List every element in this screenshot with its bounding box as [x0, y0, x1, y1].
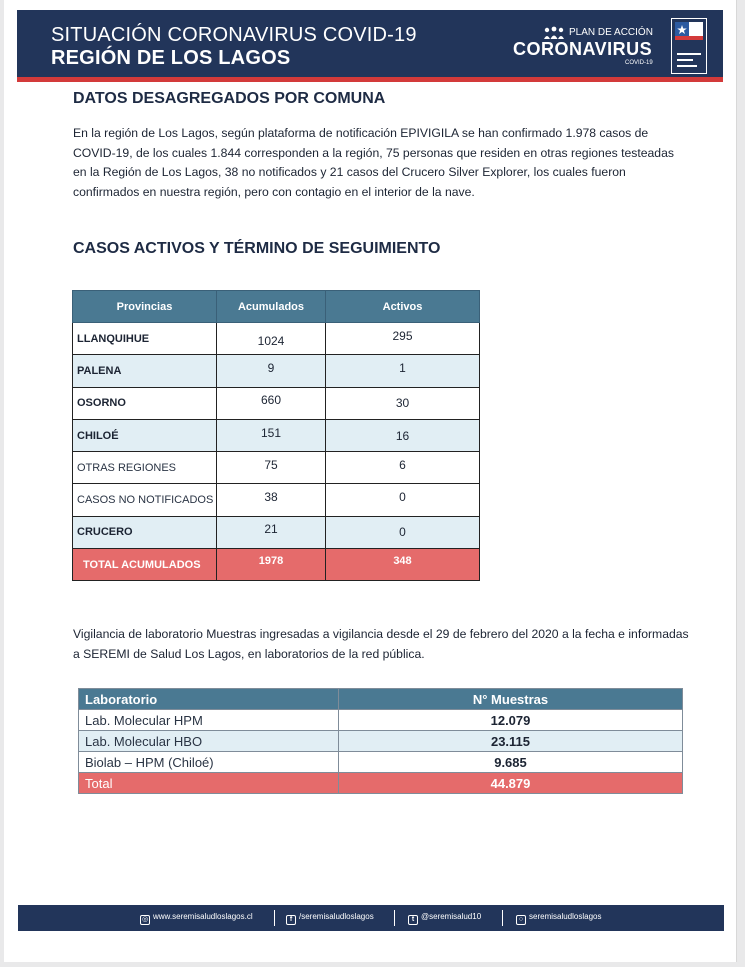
facebook-link[interactable]: /seremisaludloslagos: [299, 912, 374, 921]
activos-cell: 0: [326, 516, 480, 548]
footer-divider: [274, 910, 275, 926]
table-row: [73, 323, 480, 355]
header-subtitle: REGIÓN DE LOS LAGOS: [51, 47, 291, 69]
activos-cell: 1: [326, 355, 480, 387]
table-total-row: [73, 549, 480, 581]
header-banner: [17, 10, 723, 82]
globe-icon: ◎: [141, 916, 149, 923]
total-label-cell: TOTAL ACUMULADOS: [73, 549, 217, 581]
footer-instagram[interactable]: [516, 912, 601, 925]
table-total-row: [79, 773, 683, 794]
acumulados-cell: 9: [217, 355, 326, 387]
laboratorio-cell: Biolab – HPM (Chiloé): [79, 752, 339, 773]
table-header-row: [79, 689, 683, 710]
column-header-activos: Activos: [326, 291, 480, 323]
acumulados-cell: 21: [217, 516, 326, 548]
acumulados-cell: 660: [217, 387, 326, 419]
covid-label: COVID-19: [625, 60, 653, 66]
activos-cell: 6: [326, 452, 480, 484]
footer-twitter[interactable]: [408, 912, 481, 925]
section-heading-activos: CASOS ACTIVOS Y TÉRMINO DE SEGUIMIENTO: [73, 240, 441, 257]
acumulados-cell: 151: [217, 419, 326, 451]
acumulados-cell: 1024: [217, 323, 326, 355]
plan-accion-logo: [507, 24, 659, 70]
section-heading-comuna: DATOS DESAGREGADOS POR COMUNA: [73, 90, 386, 107]
muestras-cell: 12.079: [339, 710, 683, 731]
coronavirus-label: CORONAVIRUS: [513, 39, 653, 59]
total-label-cell: Total: [79, 773, 339, 794]
column-header-muestras: N° Muestras: [339, 689, 683, 710]
facebook-icon: f: [286, 915, 296, 925]
provincia-cell: CASOS NO NOTIFICADOS: [73, 484, 217, 516]
column-header-laboratorio: Laboratorio: [79, 689, 339, 710]
footer-bar: [18, 905, 724, 931]
header-red-stripe: [17, 77, 723, 82]
table-row: [73, 355, 480, 387]
provincia-cell: CHILOÉ: [73, 419, 217, 451]
acumulados-cell: 75: [217, 452, 326, 484]
twitter-link[interactable]: @seremisalud10: [421, 912, 482, 921]
table-row: [79, 731, 683, 752]
activos-cell: 0: [326, 484, 480, 516]
website-link[interactable]: www.seremisaludloslagos.cl: [153, 912, 253, 921]
provincia-cell: OTRAS REGIONES: [73, 452, 217, 484]
muestras-cell: 9.685: [339, 752, 683, 773]
seremi-logo: [671, 18, 707, 74]
instagram-link[interactable]: seremisaludloslagos: [529, 912, 602, 921]
crowd-icon: [543, 26, 565, 40]
laboratorio-cell: Lab. Molecular HPM: [79, 710, 339, 731]
muestras-cell: 23.115: [339, 731, 683, 752]
plan-accion-label: PLAN DE ACCIÓN: [569, 27, 653, 38]
table-row: [73, 484, 480, 516]
laboratorios-table: [78, 688, 683, 794]
activos-cell: 295: [326, 323, 480, 355]
provincia-cell: CRUCERO: [73, 516, 217, 548]
provincia-cell: PALENA: [73, 355, 217, 387]
laboratorio-cell: Lab. Molecular HBO: [79, 731, 339, 752]
table-row: [73, 516, 480, 548]
footer-divider: [502, 910, 503, 926]
table-header-row: [73, 291, 480, 323]
total-muestras-cell: 44.879: [339, 773, 683, 794]
header-title: SITUACIÓN CORONAVIRUS COVID-19: [51, 24, 417, 46]
footer-website[interactable]: [140, 912, 253, 925]
column-header-acumulados: Acumulados: [217, 291, 326, 323]
footer-facebook[interactable]: [286, 912, 374, 925]
table-row: [73, 452, 480, 484]
total-activos-cell: 348: [326, 549, 480, 581]
activos-cell: 30: [326, 387, 480, 419]
activos-cell: 16: [326, 419, 480, 451]
government-seal-icon: [675, 22, 703, 46]
table-row: [79, 752, 683, 773]
provincias-table: [72, 290, 480, 581]
table-row: [73, 419, 480, 451]
provincia-cell: OSORNO: [73, 387, 217, 419]
instagram-icon: ○: [516, 915, 526, 925]
provincia-cell: LLANQUIHUE: [73, 323, 217, 355]
intro-paragraph: En la región de Los Lagos, según plataforma de notificación EPIVIGILA se han confirmado 1.978 casos de COVID-19, de los cuales 1.844 corresponden a la región, 75 personas que residen en otras regiones testeadas en la Región de Los Lagos, 38 no notificados y 21 casos del Crucero Silver Explorer, los cuales fueron confirmados en nuestra región, pero con contagio en el interior de la nave.: [73, 126, 674, 199]
acumulados-cell: 38: [217, 484, 326, 516]
column-header-provincias: Provincias: [73, 291, 217, 323]
total-acumulados-cell: 1978: [217, 549, 326, 581]
table-row: [79, 710, 683, 731]
twitter-icon: t: [408, 915, 418, 925]
footer-divider: [394, 910, 395, 926]
laboratory-paragraph: Vigilancia de laboratorio Muestras ingresadas a vigilancia desde el 29 de febrero del 2020 a la fecha e informadas a SEREMI de Salud Los Lagos, en laboratorios de la red pública.: [73, 627, 689, 661]
table-row: [73, 387, 480, 419]
